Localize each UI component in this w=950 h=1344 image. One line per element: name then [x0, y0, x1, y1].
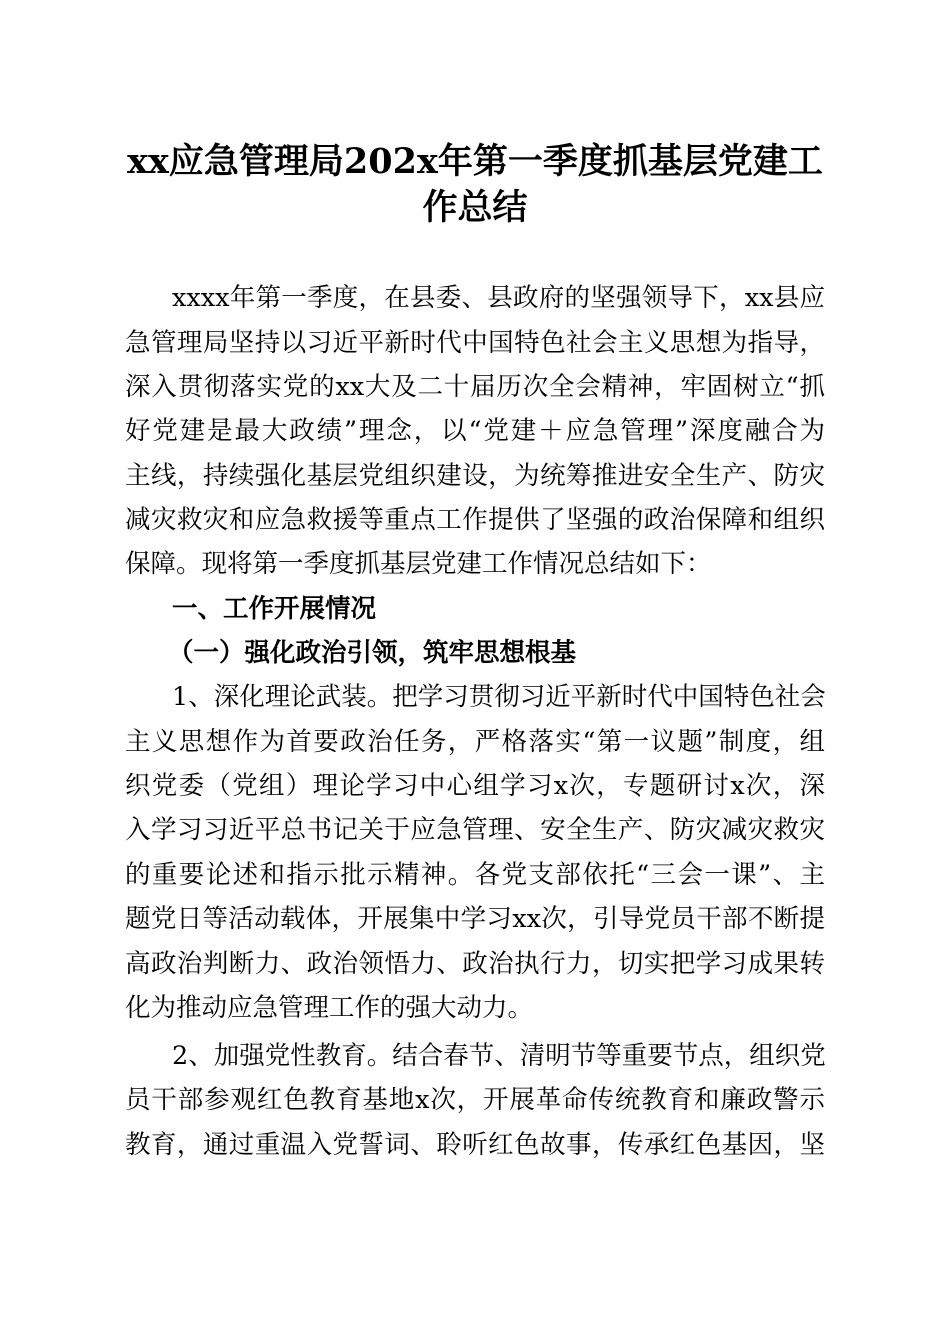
item1-line: 的重要论述和指示批示精神。各党支部依托“三会一课”、主: [125, 860, 825, 890]
item1-line: 主义思想作为首要政治任务，严格落实“第一议题”制度，组: [125, 727, 825, 757]
intro-line: xxxx年第一季度，在县委、县政府的坚强领导下，xx县应: [172, 283, 825, 313]
item1-line: 化为推动应急管理工作的强大动力。: [125, 993, 534, 1023]
item1-line: 织党委（党组）理论学习中心组学习x次，专题研讨x次，深: [125, 771, 825, 801]
item2-line: 员干部参观红色教育基地x次，开展革命传统教育和廉政警示: [125, 1085, 825, 1115]
document-title-line-2: 作总结: [422, 187, 528, 228]
intro-line: 保障。现将第一季度抓基层党建工作情况总结如下：: [125, 549, 712, 579]
section-heading: 一、工作开展情况: [172, 594, 377, 624]
item1-line: 入学习习近平总书记关于应急管理、安全生产、防灾减灾救灾: [125, 815, 825, 845]
item1-line: 题党日等活动载体，开展集中学习xx次，引导党员干部不断提: [125, 904, 825, 934]
item2-line: 2、加强党性教育。结合春节、清明节等重要节点，组织党: [172, 1041, 826, 1071]
item2-line: 教育，通过重温入党誓词、聆听红色故事，传承红色基因，坚: [125, 1130, 825, 1160]
intro-line: 好党建是最大政绩”理念，以“党建＋应急管理”深度融合为: [125, 416, 825, 446]
subsection-heading: （一）强化政治引领，筑牢思想根基: [168, 638, 577, 668]
intro-line: 急管理局坚持以习近平新时代中国特色社会主义思想为指导，: [125, 328, 825, 358]
item1-line: 高政治判断力、政治领悟力、政治执行力，切实把学习成果转: [125, 949, 825, 979]
document-title-line-1: xx应急管理局202x年第一季度抓基层党建工: [127, 141, 823, 182]
intro-line: 减灾救灾和应急救援等重点工作提供了坚强的政治保障和组织: [125, 505, 825, 535]
intro-line: 深入贯彻落实党的xx大及二十届历次全会精神，牢固树立“抓: [125, 372, 825, 402]
intro-line: 主线，持续强化基层党组织建设，为统筹推进安全生产、防灾: [125, 461, 825, 491]
item1-line: 1、深化理论武装。把学习贯彻习近平新时代中国特色社会: [172, 682, 826, 712]
